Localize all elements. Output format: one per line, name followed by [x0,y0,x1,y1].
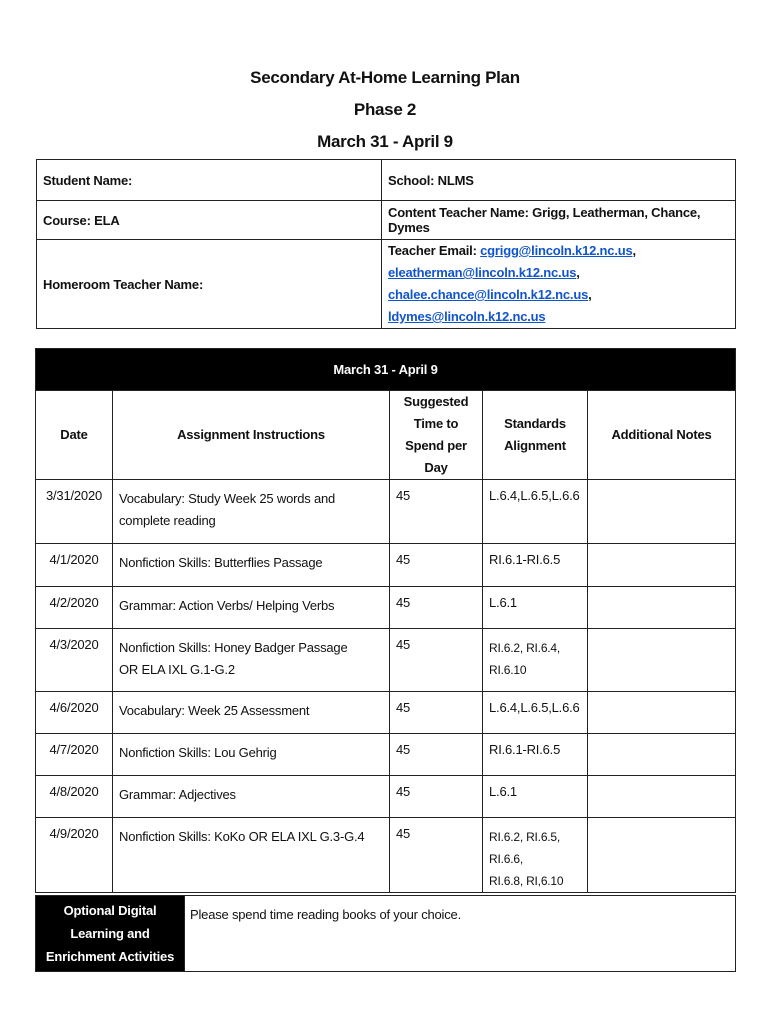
notes-cell [588,818,736,893]
email-link-grigg[interactable]: cgrigg@lincoln.k12.nc.us [480,243,633,258]
optional-activities-label: Optional Digital Learning and Enrichment Activities [36,896,185,972]
page-title: Secondary At-Home Learning Plan [250,68,520,87]
date-cell: 4/1/2020 [36,544,113,587]
standards-cell: RI.6.2, RI.6.4, RI.6.10 [483,629,588,692]
standards-cell: RI.6.1-RI.6.5 [483,544,588,587]
assignment-cell: Nonfiction Skills: Butterflies Passage [113,544,390,587]
optional-activities-text: Please spend time reading books of your choice. [185,896,736,972]
table-row [36,692,736,734]
email-link-chance[interactable]: chalee.chance@lincoln.k12.nc.us [388,287,589,302]
optional-activities-box [35,895,736,972]
phase-title: Phase 2 [353,100,417,119]
notes-cell [588,692,736,734]
date-cell: 4/6/2020 [36,692,113,734]
assignment-cell: Grammar: Adjectives [113,776,390,818]
teacher-email-cell: Teacher Email: cgrigg@lincoln.k12.nc.us, eleatherman@lincoln.k12.nc.us, chalee.chance@lincoln.k12.nc.us, ldymes@lincoln.k12.nc.us [382,240,736,329]
column-header-standards: Standards Alignment [483,391,588,480]
time-cell: 45 [390,629,483,692]
notes-cell [588,587,736,629]
date-cell: 4/9/2020 [36,818,113,893]
homeroom-teacher-cell: Homeroom Teacher Name: [37,240,382,329]
date-cell: 4/7/2020 [36,734,113,776]
student-info-table [36,159,736,329]
column-header-date: Date [36,391,113,480]
table-row [36,818,736,893]
time-cell: 45 [390,480,483,544]
assignment-cell: Grammar: Action Verbs/ Helping Verbs [113,587,390,629]
assignment-cell: Vocabulary: Study Week 25 words and complete reading [113,480,390,544]
standards-cell: L.6.1 [483,776,588,818]
time-cell: 45 [390,818,483,893]
standards-cell: RI.6.1-RI.6.5 [483,734,588,776]
table-row [36,734,736,776]
time-cell: 45 [390,734,483,776]
time-cell: 45 [390,776,483,818]
school-cell: School: NLMS [382,160,736,201]
assignment-cell: Nonfiction Skills: Lou Gehrig [113,734,390,776]
email-link-dymes[interactable]: ldymes@lincoln.k12.nc.us [388,309,546,324]
assignment-cell: Nonfiction Skills: KoKo OR ELA IXL G.3-G.4 [113,818,390,893]
date-cell: 4/8/2020 [36,776,113,818]
assignment-schedule-table [35,348,736,893]
email-link-leatherman[interactable]: eleatherman@lincoln.k12.nc.us [388,265,577,280]
date-cell: 4/2/2020 [36,587,113,629]
standards-cell: L.6.1 [483,587,588,629]
date-cell: 4/3/2020 [36,629,113,692]
assignment-cell: Nonfiction Skills: Honey Badger Passage OR ELA IXL G.1-G.2 [113,629,390,692]
course-cell: Course: ELA [37,201,382,240]
column-header-assignment: Assignment Instructions [113,391,390,480]
time-cell: 45 [390,587,483,629]
table-row [36,480,736,544]
standards-cell: RI.6.2, RI.6.5, RI.6.6, RI.6.8, RI,6.10 [483,818,588,893]
notes-cell [588,776,736,818]
notes-cell [588,734,736,776]
standards-cell: L.6.4,L.6.5,L.6.6 [483,692,588,734]
plan-header [0,62,770,158]
column-header-notes: Additional Notes [588,391,736,480]
notes-cell [588,629,736,692]
table-row [36,544,736,587]
column-header-time: Suggested Time to Spend per Day [390,391,483,480]
schedule-rows [36,480,736,893]
standards-cell: L.6.4,L.6.5,L.6.6 [483,480,588,544]
schedule-banner: March 31 - April 9 [36,349,736,391]
student-name-cell: Student Name: [37,160,382,201]
notes-cell [588,544,736,587]
time-cell: 45 [390,692,483,734]
teacher-email-label: Teacher Email: [388,243,477,258]
table-row [36,587,736,629]
date-range-title: March 31 - April 9 [317,132,453,151]
assignment-cell: Vocabulary: Week 25 Assessment [113,692,390,734]
table-row [36,776,736,818]
date-cell: 3/31/2020 [36,480,113,544]
content-teacher-cell: Content Teacher Name: Grigg, Leatherman, Chance, Dymes [382,201,736,240]
table-row [36,629,736,692]
time-cell: 45 [390,544,483,587]
notes-cell [588,480,736,544]
